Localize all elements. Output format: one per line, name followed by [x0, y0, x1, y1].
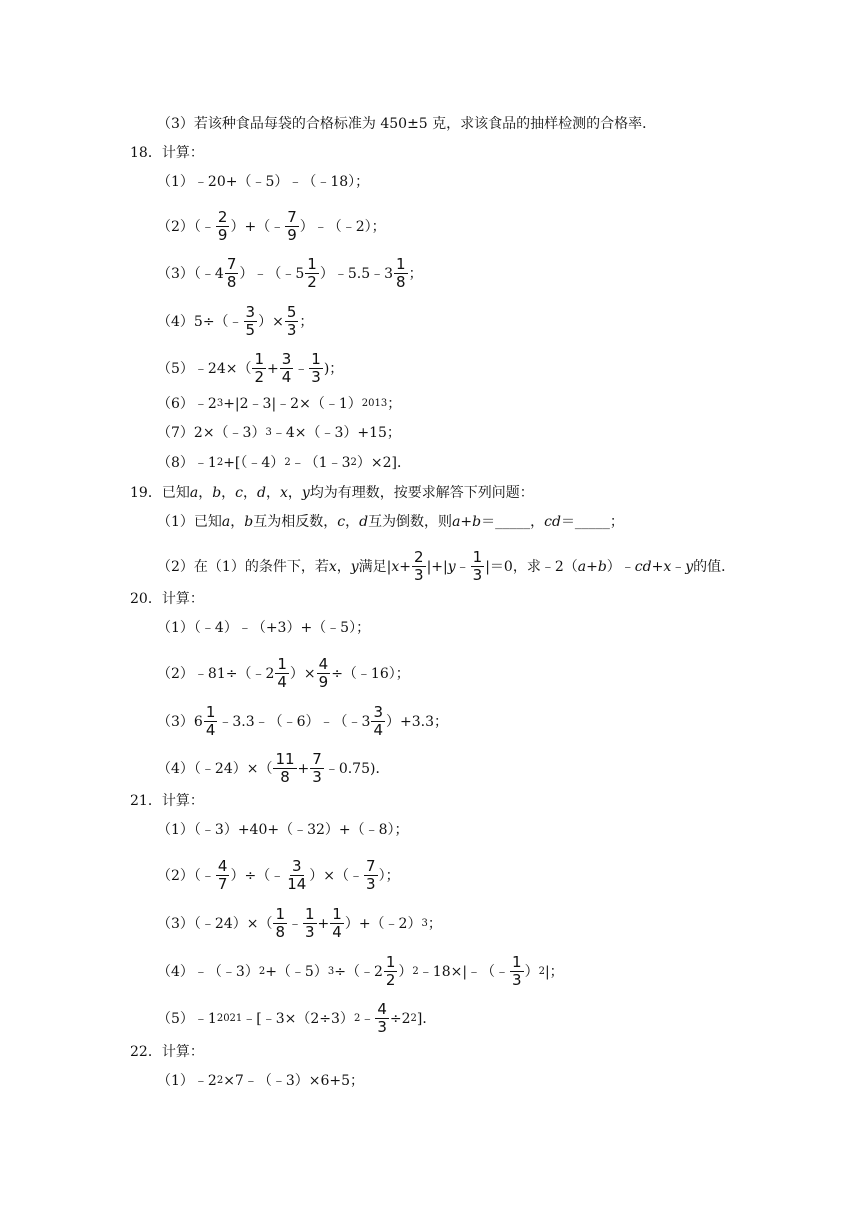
fraction-numerator: 1 — [311, 350, 321, 368]
text-run: 互为倒数，则 — [368, 514, 453, 530]
variable: b — [472, 514, 482, 530]
text-run: 满足| — [358, 558, 392, 575]
fraction-denominator: 3 — [311, 368, 321, 386]
text-run: 18．计算： — [130, 145, 204, 161]
fraction — [375, 1002, 389, 1035]
fraction-denominator: 4 — [281, 368, 292, 386]
variable: a — [452, 514, 461, 530]
text-run: （8）﹣1 — [157, 455, 217, 471]
text-run: 20．计算： — [130, 591, 204, 607]
problem-18-part-8: （8）﹣1 2 +[（﹣4） 2 ﹣（1﹣3 2 ）×2]． — [157, 455, 411, 471]
fraction — [330, 907, 344, 940]
problem-18-part-6: （6）﹣2 3 +|2﹣3|﹣2×（﹣1） 2013 ； — [157, 396, 402, 412]
problem-21-part-2 — [157, 859, 400, 892]
fraction-denominator: 3 — [366, 875, 376, 893]
fraction-denominator: 3 — [414, 566, 424, 584]
fraction — [394, 257, 408, 290]
fraction — [310, 752, 324, 785]
fraction-denominator: 3 — [512, 971, 522, 989]
text-run: ， — [336, 558, 351, 575]
fraction — [285, 210, 299, 243]
problem-20-part-2 — [157, 657, 410, 690]
fraction-numerator: 4 — [377, 1000, 387, 1018]
text-run: （1）（﹣3）+40+（﹣32）+（﹣8）； — [157, 822, 409, 838]
variable: cd — [544, 514, 561, 530]
text-run: ）﹣（﹣5 — [239, 265, 305, 282]
variable: x — [391, 558, 400, 575]
fraction-numerator: 1 — [305, 905, 315, 923]
fraction — [285, 305, 299, 338]
fraction-denominator: 8 — [396, 273, 406, 291]
variable: x — [663, 558, 672, 575]
fraction-denominator: 8 — [280, 768, 290, 786]
text-run: |＝0，求﹣2（ — [485, 558, 578, 575]
text-run: ﹣ — [455, 558, 470, 575]
fraction — [412, 550, 426, 583]
variable: d — [257, 485, 266, 501]
variable: d — [359, 514, 369, 530]
problem-19-part-2 — [157, 550, 735, 583]
text-run: （5）﹣24×（ — [157, 360, 252, 377]
text-run: + — [267, 360, 279, 377]
text-run: ﹣4×（﹣3）+15； — [271, 425, 401, 441]
text-run: |； — [544, 963, 564, 980]
fraction-denominator: 8 — [275, 923, 285, 941]
variable: c — [337, 514, 346, 530]
fraction — [275, 657, 289, 690]
fraction-denominator: 9 — [287, 226, 297, 244]
fraction-numerator: 3 — [291, 857, 302, 875]
fraction-denominator: 9 — [217, 226, 228, 244]
fraction-denominator: 14 — [287, 875, 307, 893]
text-run: （3）（﹣24）×（ — [157, 915, 273, 932]
text-run: ）+（﹣2） — [344, 915, 422, 932]
text-run: + — [586, 558, 598, 575]
text-run: ， — [221, 485, 236, 501]
problem-19-heading — [130, 486, 534, 500]
variable: c — [235, 485, 243, 501]
fraction — [384, 955, 398, 988]
fraction-denominator: 2 — [307, 273, 317, 291]
fraction — [364, 859, 378, 892]
text-run: )； — [323, 360, 344, 377]
problem-21-part-4: （4）﹣（﹣3） 2 +（﹣5） 3 ÷（﹣2 $\frac{1}{2}$ ） 2 ﹣18×|﹣（﹣ $\frac{1}{3}$ ） 2 |； — [157, 953, 564, 989]
variable: y — [301, 485, 310, 501]
fraction — [216, 859, 230, 892]
text-run: ﹣ — [288, 915, 302, 932]
variable: x — [328, 558, 337, 575]
fraction-numerator: 3 — [281, 350, 292, 368]
problem-17-part-3 — [157, 117, 656, 131]
fraction-denominator: 3 — [305, 923, 315, 941]
problem-21-part-5: （5）﹣1 2021 ﹣[﹣3×（2÷3） 2 ﹣ $\frac{4}{3}$ ÷2 2 ]． — [157, 1000, 437, 1036]
text-run: （1）已知 — [157, 514, 222, 530]
fraction-denominator: 3 — [312, 768, 322, 786]
variable: y — [685, 558, 694, 575]
text-run: ； — [408, 265, 423, 282]
fraction — [305, 257, 319, 290]
fraction-numerator: 1 — [275, 905, 285, 923]
fraction — [204, 705, 218, 738]
fraction-denominator: 3 — [472, 566, 483, 584]
text-run: ； — [387, 396, 402, 412]
problem-22-part-1: （1）﹣2 2 ×7﹣（﹣3）×6+5； — [157, 1073, 365, 1089]
text-run: ]． — [416, 1010, 437, 1027]
fraction — [371, 705, 385, 738]
text-run: （1）﹣2 — [157, 1073, 217, 1089]
variable: y — [350, 558, 359, 575]
text-run: ）÷（﹣ — [230, 867, 285, 884]
text-run: （2）﹣81÷（﹣2 — [157, 665, 275, 682]
text-run: +|2﹣3|﹣2×（﹣1） — [223, 396, 362, 412]
variable: a — [221, 514, 231, 530]
fraction-numerator: 1 — [472, 548, 483, 566]
text-run: （1）﹣20+（﹣5）﹣（﹣18）； — [157, 174, 370, 190]
text-run: （1）（﹣4）﹣（+3）+（﹣5）； — [157, 620, 371, 636]
problem-20-heading — [130, 592, 204, 606]
fraction-numerator: 5 — [286, 303, 297, 321]
problem-20-part-4 — [157, 752, 389, 785]
fraction-numerator: 2 — [217, 208, 228, 226]
fraction-numerator: 7 — [287, 208, 297, 226]
text-run: （2）（﹣ — [157, 867, 215, 884]
text-run: + — [460, 514, 473, 530]
text-run: ， — [243, 485, 257, 501]
fraction — [510, 955, 524, 988]
fraction-numerator: 1 — [512, 953, 522, 971]
text-run: ﹣[﹣3×（2÷3） — [242, 1010, 354, 1027]
variable: b — [244, 514, 254, 530]
text-run: ÷（﹣16）； — [331, 665, 410, 682]
fraction — [225, 257, 239, 290]
text-run: ； — [299, 313, 314, 330]
fraction-denominator: 4 — [373, 721, 384, 739]
text-run: |+| — [426, 558, 448, 575]
text-run: ﹣ — [360, 1010, 375, 1027]
text-run: ﹣18×|﹣（﹣ — [418, 963, 510, 980]
text-run: （3）6 — [157, 713, 203, 730]
fraction-numerator: 7 — [312, 750, 322, 768]
fraction — [273, 752, 296, 785]
fraction-numerator: 1 — [332, 905, 342, 923]
problem-21-heading — [130, 794, 204, 808]
text-run: （3）若该种食品每袋的合格标准为 450±5 克，求该食品的抽样检测的合格率． — [157, 116, 657, 132]
text-run: （2）（﹣ — [157, 218, 215, 235]
fraction-numerator: 1 — [205, 703, 216, 721]
text-run: ） — [524, 963, 539, 980]
text-run: ， — [265, 485, 280, 501]
text-run: ﹣（1﹣3 — [290, 455, 351, 471]
text-run: ）﹣（﹣2）； — [299, 218, 386, 235]
fraction-numerator: 1 — [254, 350, 264, 368]
text-run: （6）﹣2 — [157, 396, 217, 412]
text-run: ）﹣5.5﹣3 — [319, 265, 394, 282]
problem-18-part-5 — [157, 352, 343, 385]
fraction-denominator: 4 — [277, 673, 287, 691]
text-run: 21．计算： — [130, 793, 204, 809]
fraction-numerator: 2 — [414, 548, 424, 566]
fraction-numerator: 1 — [385, 953, 396, 971]
fraction — [244, 305, 258, 338]
text-run: 19．已知 — [130, 485, 190, 501]
text-run: 均为有理数，按要求解答下列问题： — [309, 485, 534, 501]
fraction-denominator: 2 — [385, 971, 396, 989]
variable: cd — [634, 558, 652, 575]
problem-19-part-1 — [157, 515, 624, 529]
text-run: （7）2×（﹣3） — [157, 425, 266, 441]
text-run: ）×2]． — [356, 455, 411, 471]
text-run: （5）﹣1 — [157, 1010, 217, 1027]
text-run: ） — [398, 963, 413, 980]
text-run: ﹣0.75)． — [324, 760, 390, 777]
fraction — [216, 210, 230, 243]
variable: a — [189, 485, 199, 501]
text-run: ， — [345, 514, 360, 530]
fraction-denominator: 5 — [245, 321, 256, 339]
fraction-numerator: 1 — [307, 255, 317, 273]
text-run: ）﹣ — [606, 558, 635, 575]
problem-18-part-3 — [157, 257, 423, 290]
problem-20-part-3 — [157, 705, 448, 738]
text-run: ， — [287, 485, 302, 501]
fraction — [280, 352, 294, 385]
text-run: （4）（﹣24）×（ — [157, 760, 273, 777]
fraction-numerator: 3 — [245, 303, 256, 321]
fraction — [252, 352, 266, 385]
fraction-denominator: 4 — [205, 721, 216, 739]
text-run: ﹣ — [671, 558, 686, 575]
fraction-numerator: 7 — [366, 857, 376, 875]
text-run: 的值． — [693, 558, 736, 575]
variable: y — [447, 558, 456, 575]
fraction-denominator: 2 — [254, 368, 264, 386]
fraction-numerator: 3 — [373, 703, 384, 721]
text-run: +[（﹣4） — [223, 455, 285, 471]
text-run: ）+（﹣ — [230, 218, 285, 235]
text-run: ； — [427, 915, 442, 932]
text-run: ）× — [258, 313, 284, 330]
problem-22-heading — [130, 1045, 204, 1059]
problem-20-part-1 — [157, 621, 370, 635]
problem-21-part-3: （3）（﹣24）×（ $\frac{1}{8}$ ﹣ $\frac{1}{3}$ + $\frac{1}{4}$ ）+（﹣2） 3 ； — [157, 905, 442, 941]
text-run: ＝_____， — [481, 514, 545, 530]
text-run: ÷（﹣2 — [334, 963, 383, 980]
fraction — [273, 907, 287, 940]
fraction-numerator: 4 — [217, 857, 228, 875]
text-run: + — [399, 558, 412, 575]
text-run: + — [297, 760, 310, 777]
fraction-denominator: 9 — [318, 673, 329, 691]
fraction-denominator: 3 — [286, 321, 297, 339]
text-run: ）； — [378, 867, 400, 884]
text-run: ×7﹣（﹣3）×6+5； — [223, 1073, 365, 1089]
fraction-denominator: 8 — [226, 273, 237, 291]
problem-18-heading — [130, 146, 204, 160]
fraction — [303, 907, 317, 940]
variable: x — [279, 485, 288, 501]
fraction — [309, 352, 323, 385]
text-run: ﹣3.3﹣（﹣6）﹣（﹣3 — [218, 713, 371, 730]
fraction — [285, 859, 308, 892]
fraction — [317, 657, 331, 690]
fraction-numerator: 1 — [277, 655, 287, 673]
fraction-numerator: 4 — [318, 655, 329, 673]
fraction-numerator: 1 — [396, 255, 406, 273]
text-run: 22．计算： — [130, 1044, 204, 1060]
text-run: ÷2 — [389, 1010, 411, 1027]
fraction-numerator: 7 — [226, 255, 237, 273]
text-run: 互为相反数， — [253, 514, 338, 530]
problem-18-part-2 — [157, 210, 386, 243]
fraction — [471, 550, 485, 583]
problem-18-part-4 — [157, 305, 313, 338]
text-run: ）+3.3； — [386, 713, 449, 730]
variable: b — [212, 485, 222, 501]
text-run: ， — [230, 514, 245, 530]
problem-18-part-1 — [157, 175, 369, 189]
fraction-denominator: 4 — [332, 923, 342, 941]
text-run: （2）在（1）的条件下，若 — [157, 558, 329, 575]
variable: a — [577, 558, 587, 575]
fraction-numerator: 11 — [275, 750, 295, 768]
text-run: ﹣ — [294, 360, 309, 377]
text-run: （3）（﹣4 — [157, 265, 224, 282]
text-run: + — [317, 915, 330, 932]
text-run: + — [651, 558, 664, 575]
text-run: ）×（﹣ — [309, 867, 364, 884]
text-run: ）× — [289, 665, 316, 682]
text-run: +（﹣5） — [265, 963, 328, 980]
text-run: （4）﹣（﹣3） — [157, 963, 259, 980]
text-run: （4）5÷（﹣ — [157, 313, 243, 330]
text-run: ＝_____； — [560, 514, 624, 530]
variable: b — [597, 558, 607, 575]
problem-18-part-7: （7）2×（﹣3） 3 ﹣4×（﹣3）+15； — [157, 425, 401, 441]
problem-21-part-1 — [157, 823, 409, 837]
fraction-denominator: 7 — [217, 875, 228, 893]
fraction-denominator: 3 — [377, 1018, 387, 1036]
text-run: ， — [198, 485, 213, 501]
